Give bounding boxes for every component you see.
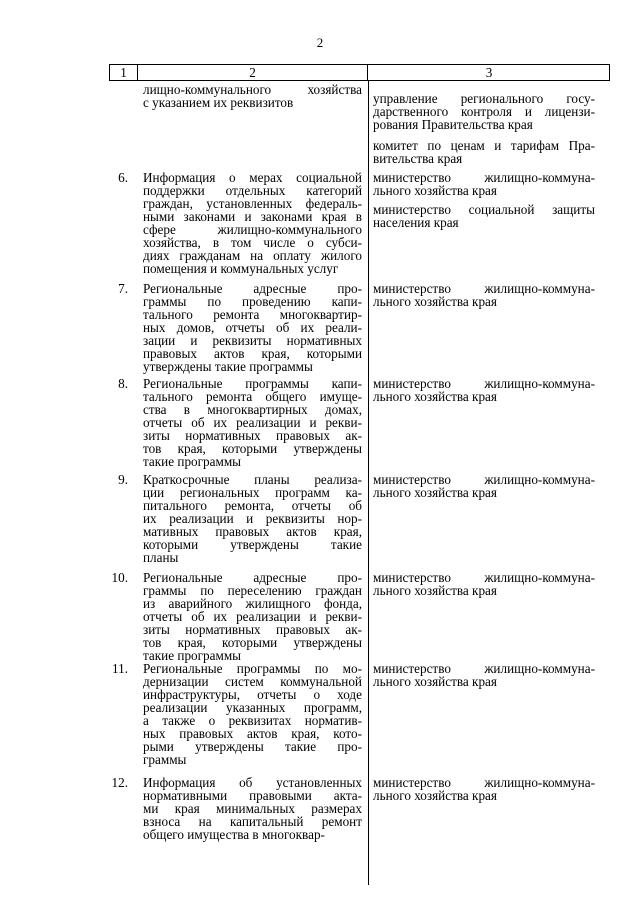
row-responsible-2-line: населения края: [373, 215, 459, 230]
row-description-line: утверждены такие программы: [143, 359, 313, 374]
row-description-line: реализации указанных программ,: [143, 700, 362, 715]
row-responsible-line: министерство жилищно-коммуна-: [373, 570, 595, 585]
row-description-line: граммы по проведению капи-: [143, 294, 362, 309]
row-responsible-line: льного хозяйства края: [373, 788, 497, 803]
row-description: [143, 377, 362, 468]
row-description-line: планы: [143, 550, 179, 565]
row-description: [143, 171, 362, 275]
row-description-line: отчеты об их реализации и рекви-: [143, 609, 362, 624]
row-description-line: граммы по переселению граждан: [143, 583, 362, 598]
row-responsible-line: министерство жилищно-коммуна-: [373, 281, 595, 296]
row-responsible: [373, 171, 595, 197]
row-description-line: а также о реквизитах норматив-: [143, 713, 362, 728]
continuation-responsible: [373, 92, 595, 131]
row-description-line: Региональные адресные про-: [143, 570, 362, 585]
row-responsible: [373, 282, 595, 308]
row-description-line: Региональные программы по мо-: [143, 661, 362, 676]
row-description-line: такие программы: [143, 454, 242, 469]
continuation-text: [143, 83, 362, 109]
continuation-responsible-line: управление регионального госу-: [373, 91, 595, 106]
row-responsible-line: льного хозяйства края: [373, 583, 497, 598]
row-description-line: ных правовых актов края, кото-: [143, 726, 362, 741]
row-description-line: хозяйства, в том числе о субси-: [143, 235, 362, 250]
row-responsible-line: льного хозяйства края: [373, 674, 497, 689]
continuation-responsible-2: [373, 139, 595, 165]
row-responsible-line: льного хозяйства края: [373, 485, 497, 500]
row-number: 11.: [112, 661, 128, 676]
row-description-line: мативных правовых актов края,: [143, 524, 362, 539]
row-responsible-line: министерство жилищно-коммуна-: [373, 775, 595, 790]
row-description-line: помещения и коммунальных услуг: [143, 261, 339, 276]
row-description-line: диях гражданам на оплату жилого: [143, 248, 362, 263]
row-number: 6.: [118, 170, 128, 185]
row-responsible: [373, 776, 595, 802]
header-col-3: 3: [485, 65, 493, 80]
row-description-line: Региональные адресные про-: [143, 281, 362, 296]
row-responsible-line: министерство жилищно-коммуна-: [373, 170, 595, 185]
row-description-line: правовых актов края, которыми: [143, 346, 362, 361]
row-description-line: взноса на капитальный ремонт: [143, 814, 362, 829]
row-description-line: поддержки отдельных категорий: [143, 183, 362, 198]
row-description: [143, 282, 362, 373]
row-responsible-line: министерство жилищно-коммуна-: [373, 661, 595, 676]
row-description: [143, 662, 362, 766]
row-description-line: такие программы: [143, 648, 242, 663]
continuation-text-line: лищно-коммунального хозяйства: [143, 82, 362, 97]
continuation-responsible-line: рования Правительства края: [373, 117, 533, 132]
continuation-responsible-line: дарственного контроля и лицензи-: [373, 104, 595, 119]
row-description-line: тов края, которыми утверждены: [143, 441, 362, 456]
row-responsible-line: льного хозяйства края: [373, 294, 497, 309]
row-description-line: Региональные программы капи-: [143, 376, 362, 391]
row-number: 12.: [111, 775, 128, 790]
row-description-line: зации и реквизиты нормативных: [143, 333, 362, 348]
row-responsible-line: министерство жилищно-коммуна-: [373, 472, 595, 487]
row-responsible: [373, 662, 595, 688]
row-responsible: [373, 473, 595, 499]
row-description-line: Информация об установленных: [143, 775, 362, 790]
row-responsible-2-line: министерство социальной защиты: [373, 202, 595, 217]
row-responsible: [373, 377, 595, 403]
row-description: [143, 473, 362, 564]
row-description-line: ных домов, отчеты об их реали-: [143, 320, 362, 335]
row-description-line: граммы: [143, 752, 187, 767]
row-description-line: граждан, установленных федераль-: [143, 196, 362, 211]
row-description-line: общего имущества в многоквар-: [143, 827, 325, 842]
row-description-line: ными законами и законами края в: [143, 209, 362, 224]
row-responsible: [373, 571, 595, 597]
row-number: 10.: [111, 570, 128, 585]
row-description-line: дернизации систем коммунальной: [143, 674, 362, 689]
row-description-line: зиты нормативных правовых ак-: [143, 428, 362, 443]
row-description-line: тального ремонта общего имуще-: [143, 389, 362, 404]
continuation-text-line: с указанием их реквизитов: [143, 95, 294, 110]
row-description: [143, 776, 362, 841]
row-description-line: из аварийного жилищного фонда,: [143, 596, 362, 611]
row-number: 8.: [118, 376, 128, 391]
continuation-responsible-2-line: вительства края: [373, 151, 463, 166]
page-number: 2: [316, 35, 324, 50]
row-description-line: которыми утверждены такие: [143, 537, 362, 552]
row-description-line: ства в многоквартирных домах,: [143, 402, 362, 417]
row-description-line: ми края минимальных размерах: [143, 801, 362, 816]
row-number: 7.: [118, 281, 128, 296]
row-responsible-line: министерство жилищно-коммуна-: [373, 376, 595, 391]
row-description-line: нормативными правовыми акта-: [143, 788, 362, 803]
row-description-line: ции региональных программ ка-: [143, 485, 362, 500]
row-description-line: их реализации и реквизиты нор-: [143, 511, 362, 526]
row-responsible-2: [373, 203, 595, 229]
table-header: [109, 64, 610, 81]
row-description-line: отчеты об их реализации и рекви-: [143, 415, 362, 430]
column-divider: [368, 80, 369, 885]
row-description-line: тального ремонта многоквартир-: [143, 307, 362, 322]
continuation-responsible-2-line: комитет по ценам и тарифам Пра-: [373, 138, 595, 153]
header-col-1: 1: [110, 65, 138, 80]
row-responsible-line: льного хозяйства края: [373, 183, 497, 198]
row-responsible-line: льного хозяйства края: [373, 389, 497, 404]
row-description-line: инфраструктуры, отчеты о ходе: [143, 687, 362, 702]
row-description-line: Информация о мерах социальной: [143, 170, 362, 185]
row-description-line: питального ремонта, отчеты об: [143, 498, 362, 513]
row-description-line: тов края, которыми утверждены: [143, 635, 362, 650]
row-description-line: рыми утверждены такие про-: [143, 739, 362, 754]
row-number: 9.: [118, 472, 128, 487]
row-description-line: зиты нормативных правовых ак-: [143, 622, 362, 637]
header-col-2: 2: [138, 65, 368, 80]
row-description-line: Краткосрочные планы реализа-: [143, 472, 362, 487]
row-description: [143, 571, 362, 662]
row-description-line: сфере жилищно-коммунального: [143, 222, 362, 237]
